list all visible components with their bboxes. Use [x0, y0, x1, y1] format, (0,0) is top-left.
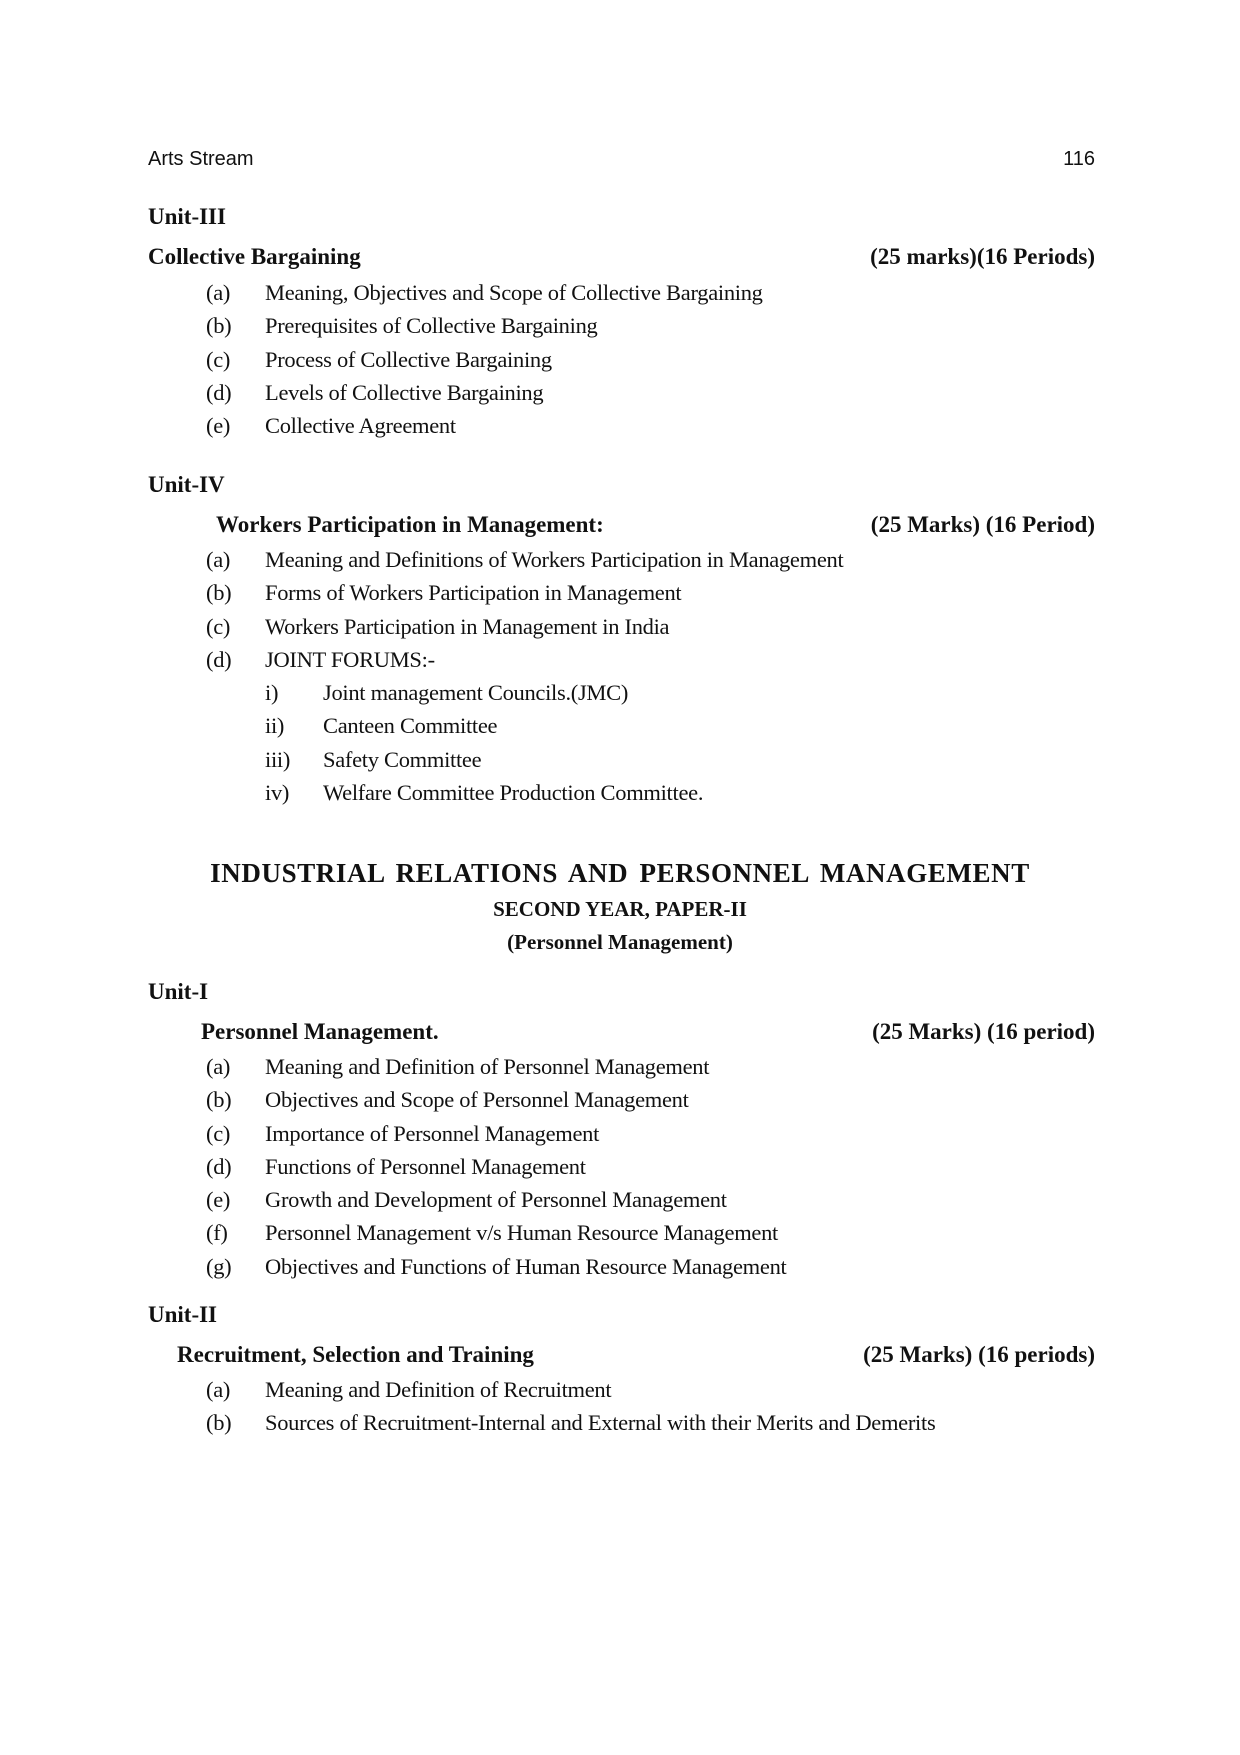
unit-2-heading: [177, 1342, 1095, 1372]
subitem-label: iii): [265, 746, 291, 772]
item-label: (a): [206, 547, 231, 572]
item-text: Functions of Personnel Management: [265, 1153, 586, 1179]
item-label: (c): [206, 346, 231, 372]
item-label: (d): [206, 646, 232, 672]
sub-list-item: [0, 709, 1240, 742]
sub-list-item: [0, 676, 1240, 709]
subitem-text: Canteen Committee: [323, 713, 498, 739]
list-item: [0, 543, 1240, 576]
item-text: Collective Agreement: [265, 413, 456, 439]
list-item: [0, 409, 1240, 442]
paper-year: SECOND YEAR, PAPER-II: [493, 897, 747, 921]
item-label: (c): [206, 613, 231, 639]
list-item: [0, 1117, 1240, 1150]
item-label: (d): [206, 379, 232, 405]
item-label: (c): [206, 1120, 231, 1146]
list-item: [0, 643, 1240, 676]
item-label: (b): [206, 580, 232, 606]
unit-3-list: [0, 276, 1240, 442]
list-item: [0, 1373, 1240, 1406]
item-text: Meaning and Definitions of Workers Participation in Management: [265, 547, 844, 572]
list-item: [0, 1150, 1240, 1183]
unit-2-marks: (25 Marks) (16 periods): [863, 1342, 1095, 1367]
unit-3-label: Unit-III: [148, 204, 226, 229]
item-text: Meaning, Objectives and Scope of Collective Bargaining: [265, 280, 763, 305]
subitem-label: iv): [265, 779, 290, 805]
item-text: Forms of Workers Participation in Management: [265, 580, 682, 606]
item-text: Importance of Personnel Management: [265, 1120, 600, 1146]
item-text: Growth and Development of Personnel Management: [265, 1187, 727, 1213]
subitem-text: Safety Committee: [323, 746, 482, 772]
subitem-text: Joint management Councils.(JMC): [323, 680, 629, 705]
item-label: (a): [206, 280, 231, 305]
paper-subject: (Personnel Management): [507, 930, 733, 954]
unit-3-title: Collective Bargaining: [148, 244, 361, 269]
list-item: [0, 1083, 1240, 1116]
unit-3-heading: [148, 244, 1095, 274]
list-item: [0, 1406, 1240, 1439]
unit-1-marks: (25 Marks) (16 period): [872, 1019, 1095, 1044]
unit-1-label: Unit-I: [148, 979, 209, 1004]
item-label: (e): [206, 1187, 231, 1213]
unit-4-label: Unit-IV: [148, 472, 225, 497]
item-text: Process of Collective Bargaining: [265, 346, 552, 372]
unit-2-label: Unit-II: [148, 1302, 218, 1327]
item-text: Meaning and Definition of Recruitment: [265, 1377, 612, 1402]
list-item: [0, 343, 1240, 376]
subitem-label: ii): [265, 713, 285, 739]
unit-2-list: [0, 1373, 1240, 1440]
page-number: 116: [1063, 148, 1095, 170]
subitem-text: Welfare Committee Production Committee.: [323, 779, 704, 805]
list-item: [0, 376, 1240, 409]
list-item: [0, 610, 1240, 643]
item-text: Levels of Collective Bargaining: [265, 379, 544, 405]
list-item: [0, 1250, 1240, 1283]
unit-4-title: Workers Participation in Management:: [216, 512, 604, 537]
item-label: (d): [206, 1153, 232, 1179]
item-label: (b): [206, 1410, 232, 1436]
item-label: (a): [206, 1377, 231, 1402]
unit-4-marks: (25 Marks) (16 Period): [870, 512, 1095, 537]
item-label: (g): [206, 1253, 232, 1279]
paper-title: INDUSTRIAL RELATIONS AND PERSONNEL MANAGEMENT: [210, 858, 1030, 888]
item-label: (b): [206, 313, 232, 339]
sub-list-item: [0, 776, 1240, 809]
item-text: Meaning and Definition of Personnel Management: [265, 1054, 710, 1079]
unit-4-list: [0, 543, 1240, 676]
item-label: (e): [206, 413, 231, 439]
list-item: [0, 309, 1240, 342]
item-label: (f): [206, 1220, 228, 1246]
item-label: (b): [206, 1087, 232, 1113]
list-item: [0, 276, 1240, 309]
item-label: (a): [206, 1054, 231, 1079]
unit-1-title: Personnel Management.: [201, 1019, 439, 1044]
item-text: Objectives and Scope of Personnel Management: [265, 1087, 689, 1113]
subitem-label: i): [265, 680, 279, 705]
list-item: [0, 576, 1240, 609]
item-text: Personnel Management v/s Human Resource Management: [265, 1220, 778, 1246]
joint-forums-list: [0, 676, 1240, 809]
sub-list-item: [0, 743, 1240, 776]
unit-2-title: Recruitment, Selection and Training: [177, 1342, 534, 1367]
list-item: [0, 1216, 1240, 1249]
unit-4-heading: [216, 512, 1095, 542]
unit-1-heading: [201, 1019, 1095, 1049]
list-item: [0, 1183, 1240, 1216]
list-item: [0, 1050, 1240, 1083]
item-text: JOINT FORUMS:-: [265, 646, 435, 672]
page-header: [148, 148, 1095, 176]
stream-label: Arts Stream: [148, 148, 254, 170]
item-text: Prerequisites of Collective Bargaining: [265, 313, 598, 339]
unit-1-list: [0, 1050, 1240, 1283]
item-text: Workers Participation in Management in India: [265, 613, 670, 639]
unit-3-marks: (25 marks)(16 Periods): [870, 244, 1095, 269]
item-text: Objectives and Functions of Human Resource Management: [265, 1253, 787, 1279]
item-text: Sources of Recruitment-Internal and External with their Merits and Demerits: [265, 1410, 936, 1436]
